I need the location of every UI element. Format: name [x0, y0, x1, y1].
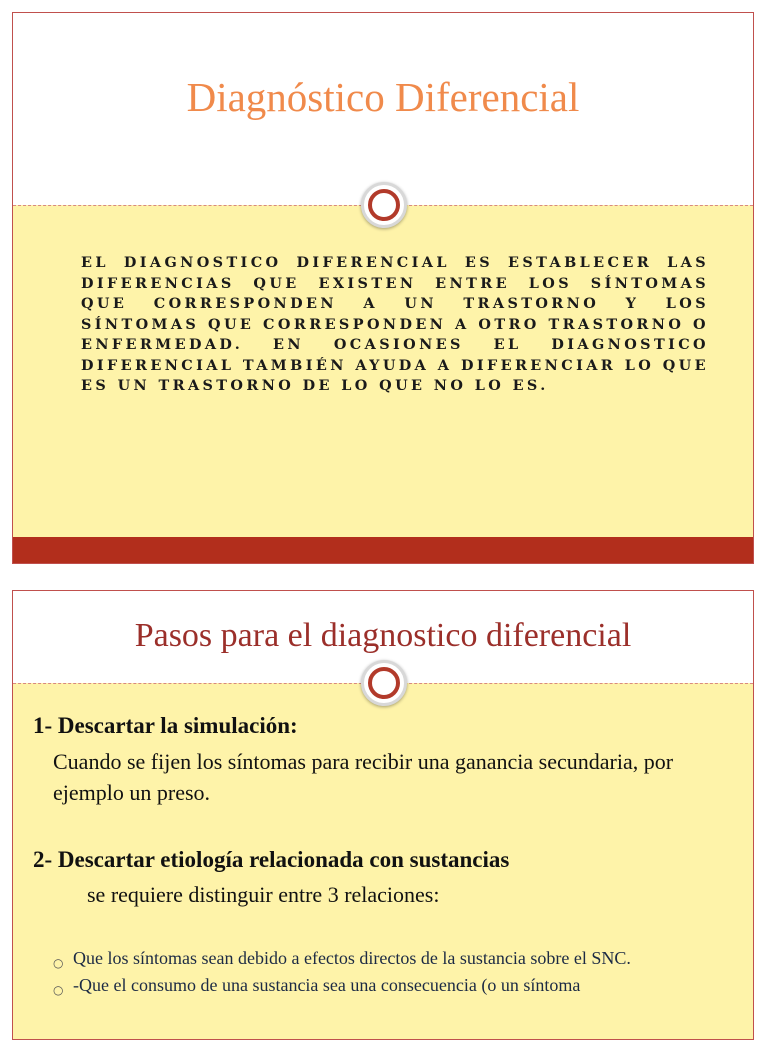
- accent-bar: [13, 537, 753, 564]
- bullet-circle-icon: ○: [53, 956, 64, 970]
- slide-1: [12, 12, 754, 564]
- step-1-heading: 1- Descartar la simulación:: [33, 713, 298, 738]
- list-item: [53, 974, 733, 997]
- list-item: [53, 947, 733, 970]
- step-2-text: se requiere distinguir entre 3 relaciones:: [87, 882, 440, 907]
- list-item-text: -Que el consumo de una sustancia sea una consecuencia (o un síntoma: [73, 975, 581, 995]
- ring-icon: [361, 182, 407, 228]
- step-2-heading: 2- Descartar etiología relacionada con sustancias: [33, 847, 510, 872]
- slide-2: [12, 590, 754, 1040]
- title-area: [13, 13, 753, 205]
- relations-list: [53, 947, 733, 1001]
- slide-1-body: EL DIAGNOSTICO DIFERENCIAL ES ESTABLECER LAS DIFERENCIAS QUE EXISTEN ENTRE LOS SÍNTOMAS QUE CORRESPONDEN A UN TRASTORNO Y LOS SÍNTOMAS QUE CORRESPONDEN A OTRO TRASTORNO O ENFERMEDAD. EN OCASIONES EL DIAGNOSTICO DIFERENCIAL TAMBIÉN AYUDA A DIFERENCIAR LO QUE ES UN TRASTORNO DE LO QUE NO LO ES.: [81, 254, 709, 394]
- bullet-circle-icon: ○: [53, 983, 64, 997]
- step-1-text: Cuando se fijen los síntomas para recibir una ganancia secundaria, por ejemplo un preso.: [53, 749, 674, 805]
- list-item-text: Que los síntomas sean debido a efectos directos de la sustancia sobre el SNC.: [73, 948, 631, 968]
- slide-1-title: Diagnóstico Diferencial: [186, 74, 580, 120]
- slide-2-title: Pasos para el diagnostico diferencial: [134, 617, 632, 654]
- ring-icon: [361, 660, 407, 706]
